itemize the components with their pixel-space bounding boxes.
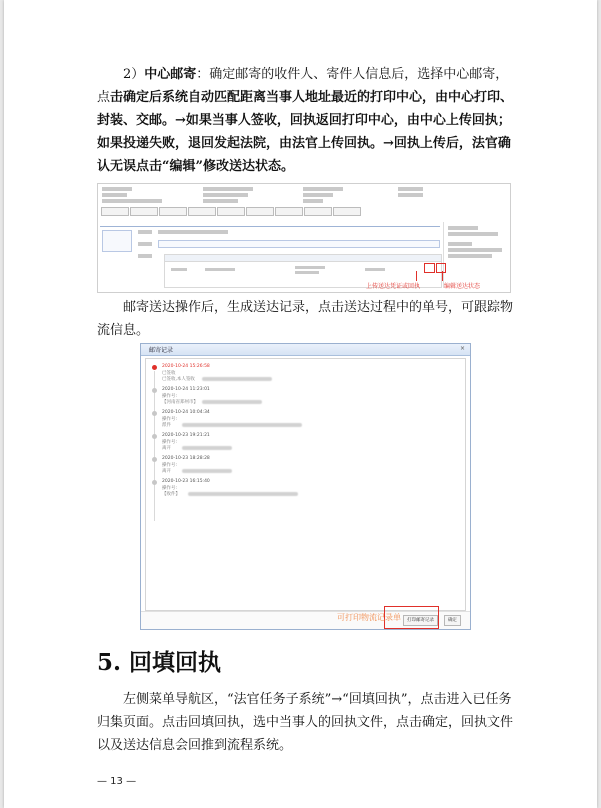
timeline-dot-icon — [152, 388, 157, 393]
dialog-titlebar — [141, 344, 470, 356]
timeline-dot-icon — [152, 457, 157, 462]
address-field[interactable] — [158, 240, 440, 248]
toolbar-button[interactable] — [217, 207, 245, 216]
event-detail: 【河南省郑州市】 — [162, 400, 198, 405]
toolbar-button[interactable] — [275, 207, 303, 216]
item-text: ：确定邮寄的收件人、寄件人信息后，选择中心邮寄，点 — [97, 67, 509, 105]
edit-status-button[interactable] — [436, 263, 446, 273]
timeline-dot-icon — [152, 365, 157, 370]
item-title: 中心邮寄 — [144, 67, 197, 82]
detail-panel — [443, 222, 508, 288]
confirm-label: 确定 — [448, 618, 457, 623]
event-time: 2020-10-23 18:28:28 — [162, 456, 210, 461]
event-detail: 离开 — [162, 446, 171, 451]
paragraph-delivery-record — [97, 296, 515, 342]
paragraph-fill-receipt — [97, 688, 515, 757]
edit-note: 编辑送达状态 — [444, 283, 481, 290]
delivery-tabs — [100, 218, 440, 227]
toolbar-button[interactable] — [304, 207, 332, 216]
paragraph-text: 邮寄送达操作后，生成送达记录，点击送达过程中的单号，可跟踪物流信息。 — [97, 300, 514, 338]
dialog-title: 邮寄记录 — [149, 347, 174, 354]
paragraph-mail-delivery — [97, 63, 515, 178]
event-detail: 离开 — [162, 469, 171, 474]
delivery-management-screenshot — [97, 183, 511, 293]
print-record-label: 打印邮寄记录 — [407, 618, 434, 623]
event-label: 操作号: — [162, 394, 178, 399]
event-time: 2020-10-24 15:26:58 — [162, 364, 210, 369]
event-detail: 已签收,本人签收 — [162, 377, 195, 382]
event-label: 已签收 — [162, 371, 176, 376]
event-time: 2020-10-24 11:23:01 — [162, 387, 210, 392]
event-detail: 【收件】 — [162, 492, 180, 497]
event-detail: 派件 — [162, 423, 171, 428]
paragraph-text: 左侧菜单导航区，“法官任务子系统”→“回填回执”，点击进入已任务归集页面。点击回填回执，选中当事人的回执文件，点击确定，回执文件以及送达信息会回推到流程系统。 — [97, 692, 514, 753]
event-label: 操作号: — [162, 440, 178, 445]
close-icon[interactable]: × — [460, 345, 466, 352]
event-label: 操作号: — [162, 486, 178, 491]
timeline-dot-icon — [152, 480, 157, 485]
toolbar-button[interactable] — [333, 207, 361, 216]
section-heading: 5. 回填回执 — [97, 649, 222, 676]
toolbar-button[interactable] — [246, 207, 274, 216]
timeline-dot-icon — [152, 411, 157, 416]
item-number: 2） — [123, 67, 145, 82]
page-number: — 13 — — [97, 776, 137, 787]
event-label: 操作号: — [162, 417, 178, 422]
upload-receipt-button[interactable] — [424, 263, 435, 273]
upload-note: 上传送达凭证或回执 — [366, 283, 421, 290]
toolbar-button[interactable] — [188, 207, 216, 216]
item-bold-text: 击确定后系统自动匹配距离当事人地址最近的打印中心，由中心打印、封装、交邮。→如果当事人签收，回执返回打印中心，由中心上传回执；如果投递失败，退回发起法院，由法官上传回执。→回执上传后，法官确认无误点击“编辑”修改送达状态。 — [97, 90, 514, 174]
party-card[interactable] — [102, 230, 132, 252]
print-note: 可打印物流记录单 — [337, 613, 401, 622]
event-time: 2020-10-23 16:15:40 — [162, 479, 210, 484]
event-time: 2020-10-23 19:21:21 — [162, 433, 210, 438]
toolbar-button[interactable] — [130, 207, 158, 216]
mail-record-dialog — [140, 343, 471, 630]
document-page — [4, 0, 597, 808]
timeline-dot-icon — [152, 434, 157, 439]
toolbar-button[interactable] — [159, 207, 187, 216]
tracking-timeline — [145, 358, 466, 611]
event-time: 2020-10-24 10:04:34 — [162, 410, 210, 415]
toolbar-button[interactable] — [101, 207, 129, 216]
confirm-button[interactable] — [444, 615, 461, 626]
event-label: 操作号: — [162, 463, 178, 468]
